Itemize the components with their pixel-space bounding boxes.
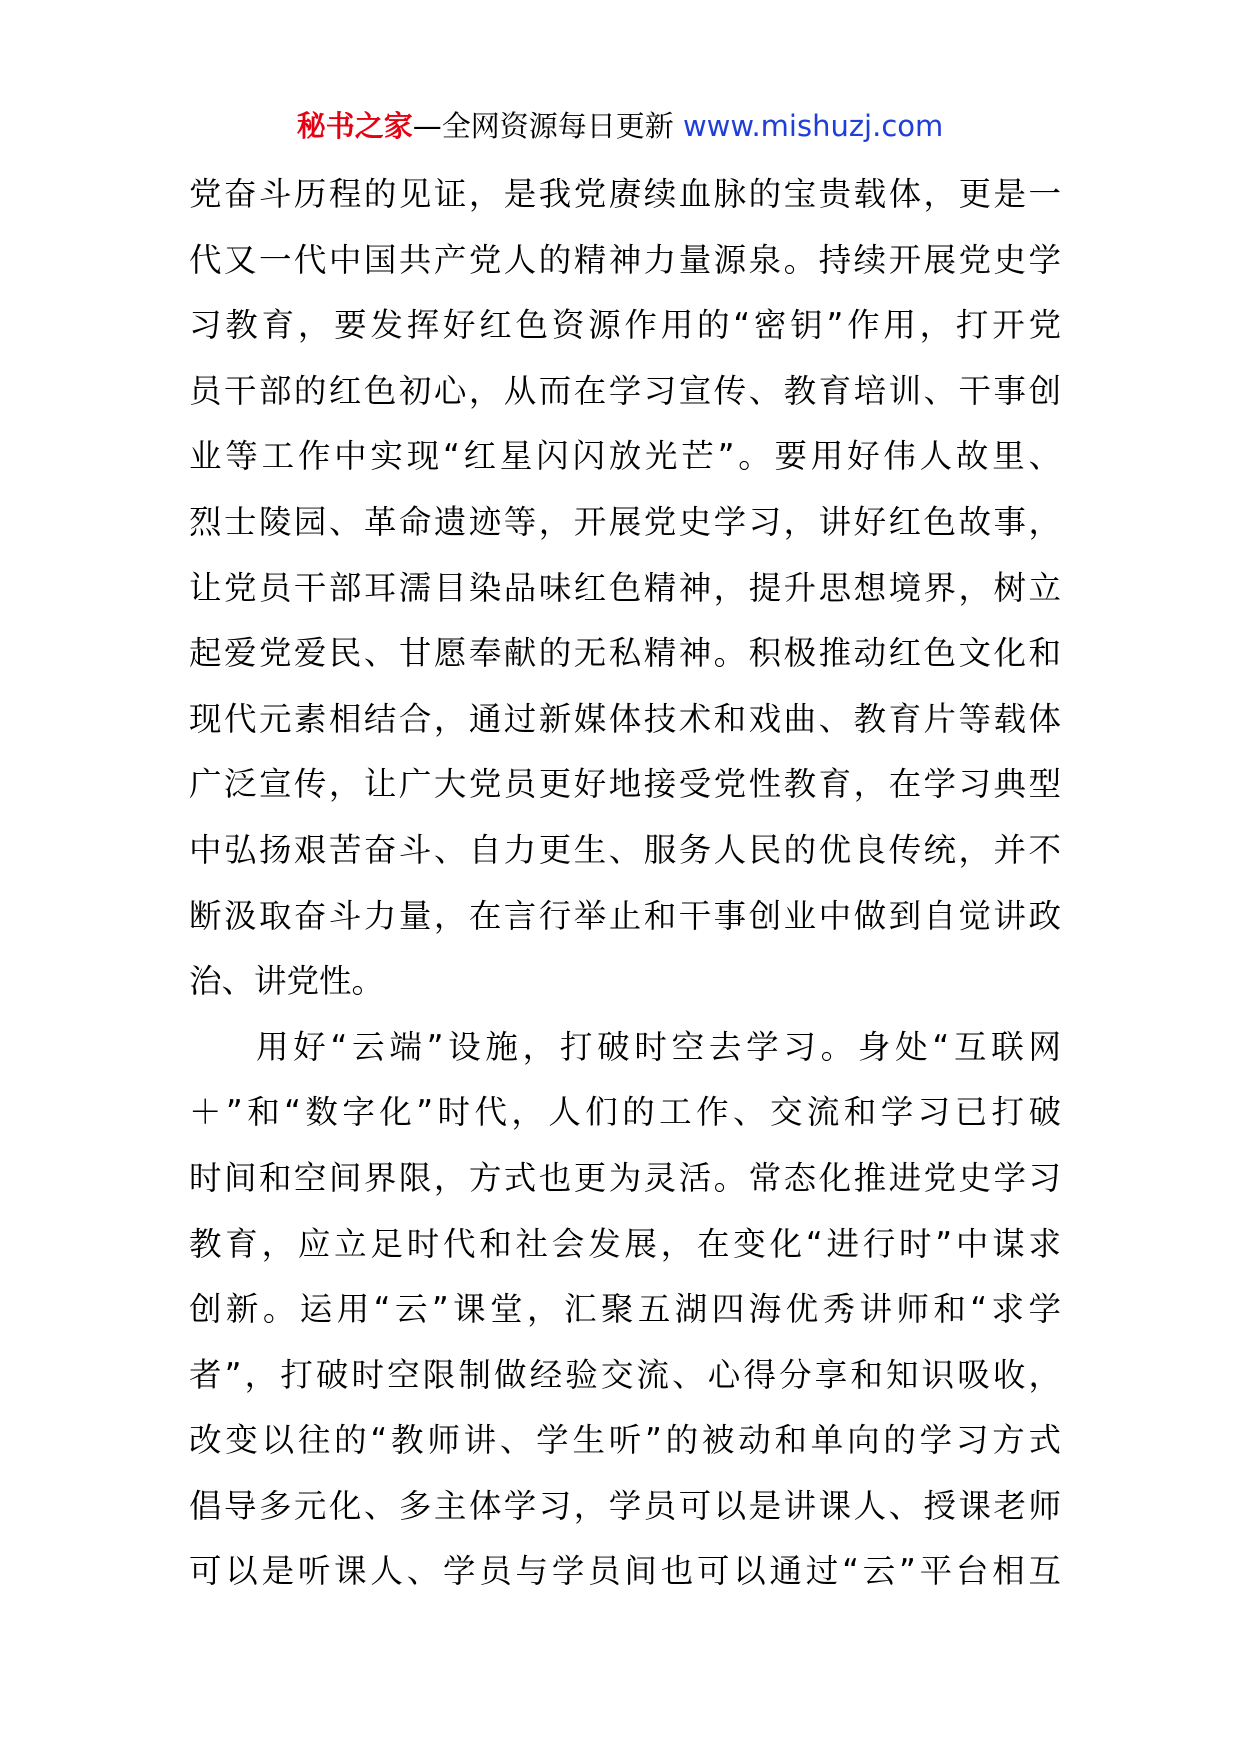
- text-line: 治、讲党性。: [189, 962, 385, 1001]
- text-line: 党奋斗历程的见证，是我党赓续血脉的宝贵载体，更是一: [189, 175, 1061, 213]
- text-line: ＋”和“数字化”时代，人们的工作、交流和学习已打破: [189, 1093, 1061, 1132]
- paragraph: [189, 162, 1061, 1015]
- text-line: 代又一代中国共产党人的精神力量源泉。持续开展党史学: [189, 240, 1061, 279]
- text-line: 教育，应立足时代和社会发展，在变化“进行时”中谋求: [189, 1224, 1061, 1263]
- text-line: 改变以往的“教师讲、学生听”的被动和单向的学习方式: [189, 1421, 1061, 1460]
- text-line: 员干部的红色初心，从而在学习宣传、教育培训、干事创: [189, 371, 1061, 410]
- text-line: 起爱党爱民、甘愿奉献的无私精神。积极推动红色文化和: [189, 634, 1061, 673]
- text-line: 中弘扬艰苦奋斗、自力更生、服务人民的优良传统，并不: [189, 830, 1061, 869]
- site-tagline: —全网资源每日更新: [412, 109, 674, 143]
- paragraph: [189, 1015, 1061, 1605]
- text-line: 业等工作中实现“红星闪闪放光芒”。要用好伟人故里、: [189, 437, 1061, 476]
- document-body: [189, 162, 1061, 1605]
- text-line: 现代元素相结合，通过新媒体技术和戏曲、教育片等载体: [189, 699, 1061, 738]
- text-line: 时间和空间界限，方式也更为灵活。常态化推进党史学习: [189, 1158, 1061, 1197]
- text-line: 用好“云端”设施，打破时空去学习。身处“互联网: [256, 1027, 1061, 1066]
- text-line: 者”，打破时空限制做经验交流、心得分享和知识吸收，: [189, 1355, 1061, 1394]
- text-line: 广泛宣传，让广大党员更好地接受党性教育，在学习典型: [189, 765, 1061, 804]
- text-line: 烈士陵园、革命遗迹等，开展党史学习，讲好红色故事，: [189, 502, 1061, 541]
- site-brand: 秘书之家: [296, 109, 413, 143]
- text-line: 倡导多元化、多主体学习，学员可以是讲课人、授课老师: [189, 1486, 1061, 1525]
- site-url-link[interactable]: www.mishuzj.com: [682, 109, 944, 143]
- text-line: 让党员干部耳濡目染品味红色精神，提升思想境界，树立: [189, 568, 1061, 607]
- text-line: 断汲取奋斗力量，在言行举止和干事创业中做到自觉讲政: [189, 896, 1061, 935]
- site-header: [0, 106, 1240, 146]
- text-line: 创新。运用“云”课堂，汇聚五湖四海优秀讲师和“求学: [189, 1290, 1061, 1329]
- text-line: 习教育，要发挥好红色资源作用的“密钥”作用，打开党: [189, 306, 1061, 345]
- text-line: 可以是听课人、学员与学员间也可以通过“云”平台相互: [189, 1552, 1061, 1591]
